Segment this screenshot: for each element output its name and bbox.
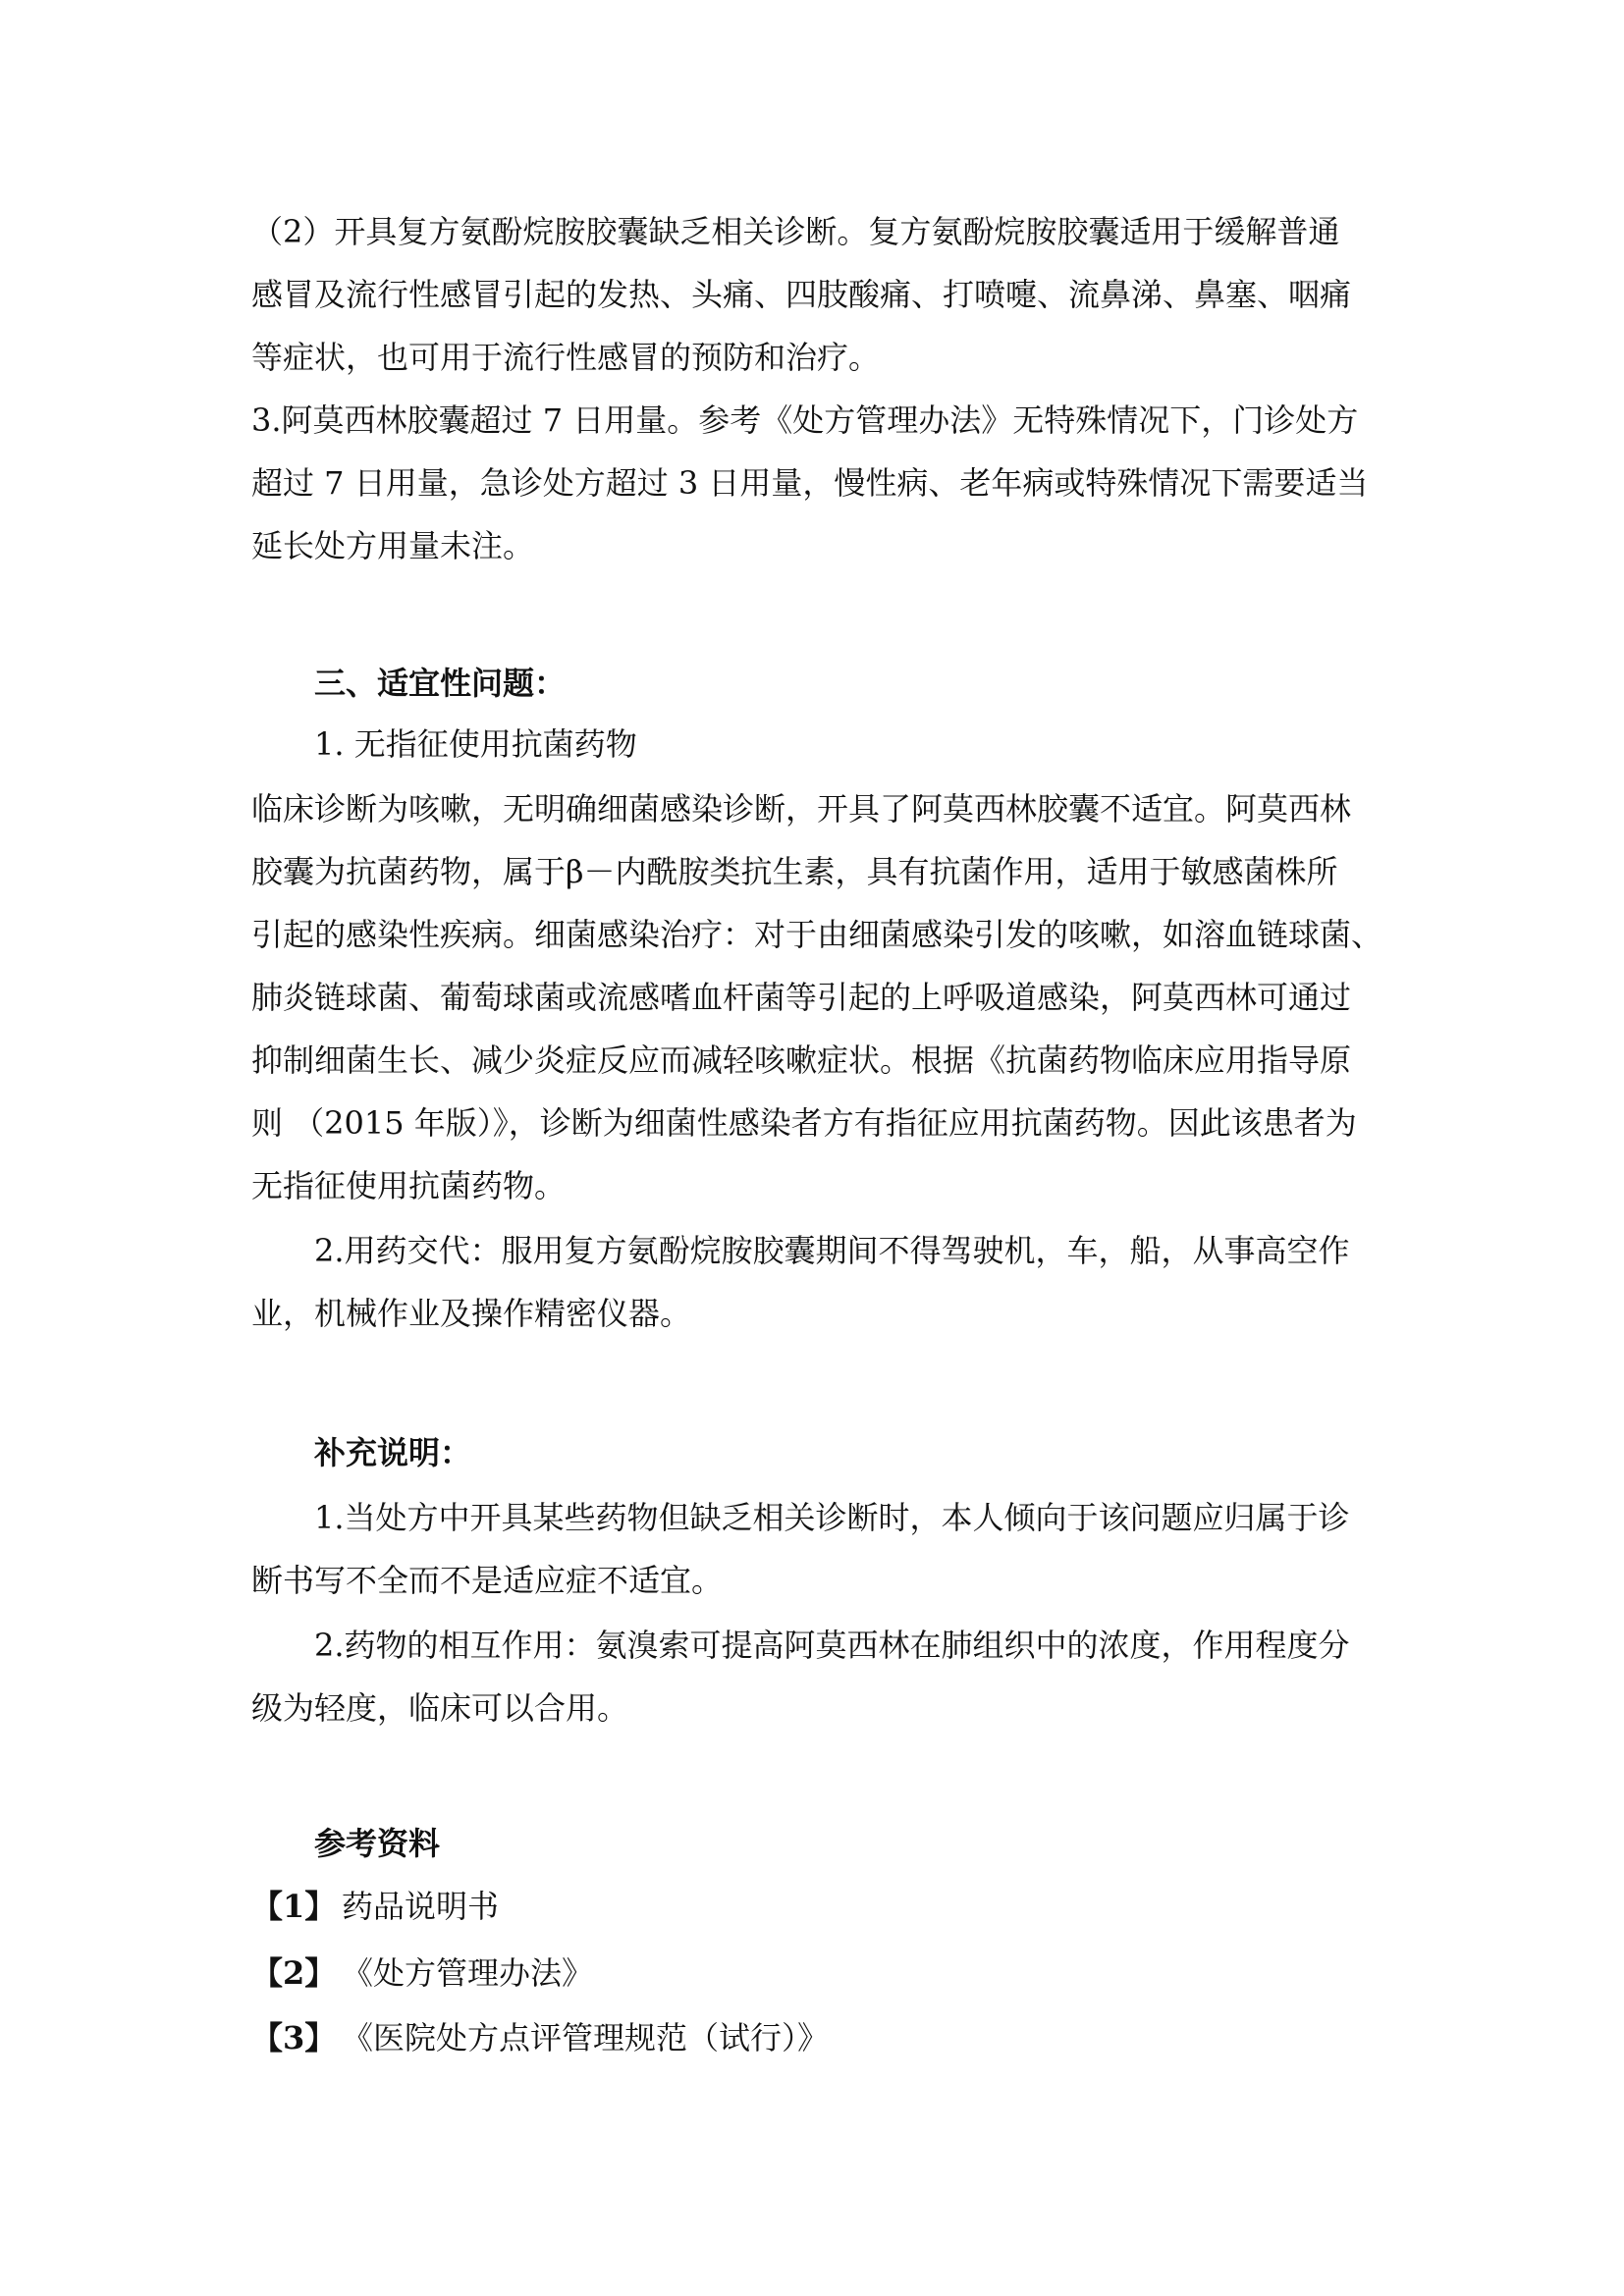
section-heading: 三、适宜性问题：	[314, 665, 567, 702]
references-heading: 参考资料	[314, 1825, 441, 1862]
paragraph-line: 等症状，也可用于流行性感冒的预防和治疗。	[251, 339, 881, 376]
section-heading: 补充说明：	[314, 1434, 472, 1471]
reference-number: 【2】	[251, 1954, 337, 1992]
reference-text: 《处方管理办法》	[342, 1954, 594, 1992]
paragraph-line: 断书写不全而不是适应症不适宜。	[251, 1562, 724, 1599]
paragraph-line: 超过 7 日用量，急诊处方超过 3 日用量，慢性病、老年病或特殊情况下需要适当	[251, 464, 1369, 502]
reference-item	[251, 1887, 499, 1926]
paragraph-line: 引起的感染性疾病。细菌感染治疗：对于由细菌感染引发的咳嗽，如溶血链球菌、	[251, 916, 1383, 953]
subsection-title: 1. 无指征使用抗菌药物	[314, 725, 637, 763]
paragraph-line: 2.用药交代：服用复方氨酚烷胺胶囊期间不得驾驶机，车，船，从事高空作	[314, 1232, 1350, 1269]
paragraph-line: 无指征使用抗菌药物。	[251, 1167, 567, 1204]
paragraph-line: 1.当处方中开具某些药物但缺乏相关诊断时，本人倾向于该问题应归属于诊	[314, 1499, 1350, 1536]
reference-item	[251, 2018, 829, 2057]
paragraph-line: 抑制细菌生长、减少炎症反应而减轻咳嗽症状。根据《抗菌药物临床应用指导原	[251, 1041, 1352, 1079]
paragraph-line: 胶囊为抗菌药物，属于β－内酰胺类抗生素，具有抗菌作用，适用于敏感菌株所	[251, 853, 1338, 890]
reference-text: 《医院处方点评管理规范（试行）》	[342, 2019, 830, 2056]
paragraph-line: 临床诊断为咳嗽，无明确细菌感染诊断，开具了阿莫西林胶囊不适宜。阿莫西林	[251, 790, 1352, 828]
paragraph-line: 业，机械作业及操作精密仪器。	[251, 1295, 692, 1332]
paragraph-line: （2）开具复方氨酚烷胺胶囊缺乏相关诊断。复方氨酚烷胺胶囊适用于缓解普通	[251, 213, 1340, 250]
paragraph-line: 3.阿莫西林胶囊超过 7 日用量。参考《处方管理办法》无特殊情况下，门诊处方	[251, 401, 1359, 439]
reference-text: 药品说明书	[342, 1888, 500, 1925]
paragraph-line: 延长处方用量未注。	[251, 527, 535, 564]
reference-item	[251, 1953, 593, 1993]
reference-number: 【1】	[251, 1888, 337, 1925]
reference-number: 【3】	[251, 2019, 337, 2056]
paragraph-line: 肺炎链球菌、葡萄球菌或流感嗜血杆菌等引起的上呼吸道感染，阿莫西林可通过	[251, 979, 1352, 1016]
paragraph-line: 级为轻度，临床可以合用。	[251, 1689, 629, 1727]
paragraph-line: 感冒及流行性感冒引起的发热、头痛、四肢酸痛、打喷嚏、流鼻涕、鼻塞、咽痛	[251, 276, 1352, 313]
paragraph-line: 则 （2015 年版）》，诊断为细菌性感染者方有指征应用抗菌药物。因此该患者为	[251, 1104, 1357, 1142]
paragraph-line: 2.药物的相互作用：氨溴索可提高阿莫西林在肺组织中的浓度，作用程度分	[314, 1627, 1350, 1664]
